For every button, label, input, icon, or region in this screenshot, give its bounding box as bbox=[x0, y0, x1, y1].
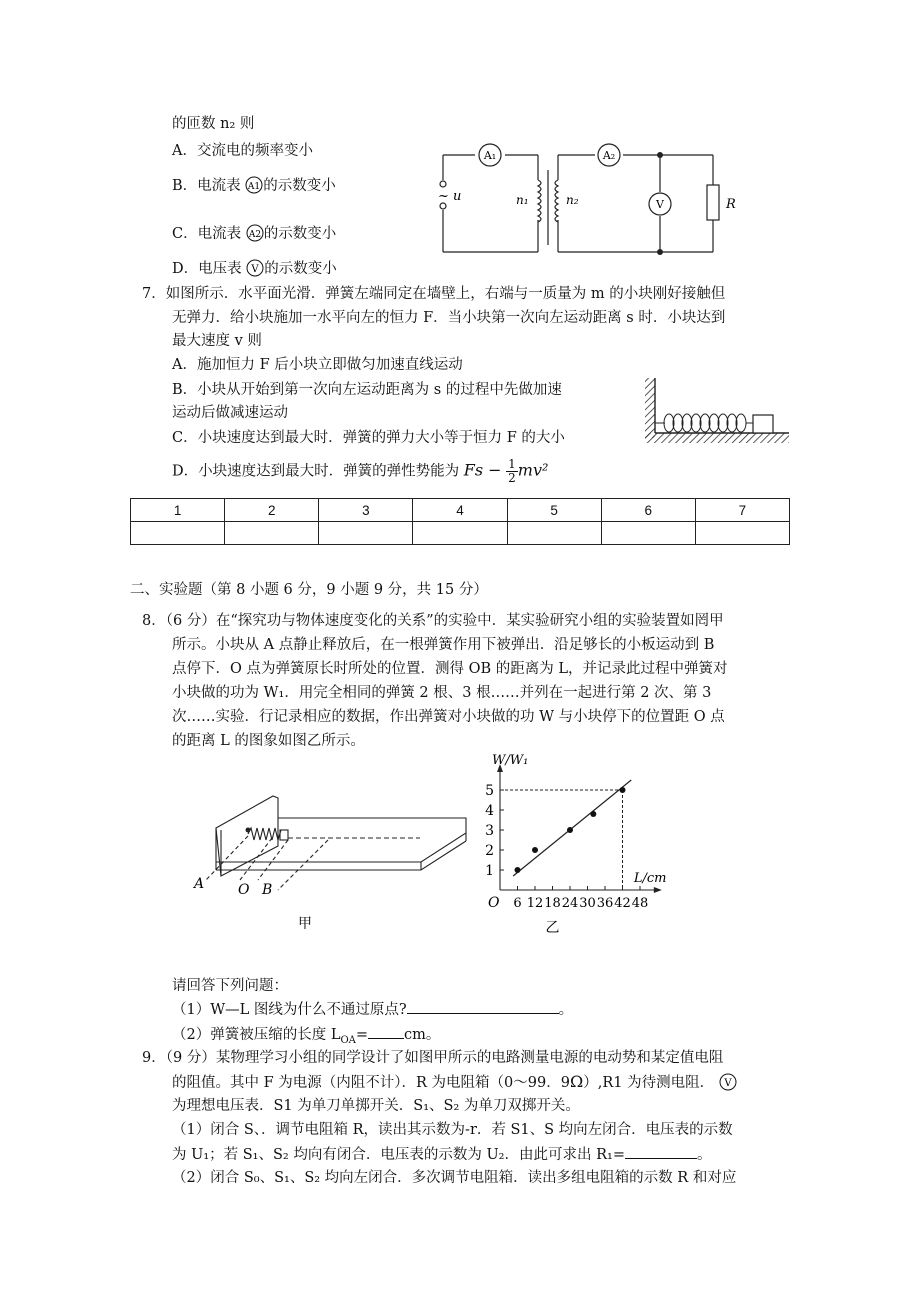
q7-stem-line3: 最大速度 v 则 bbox=[172, 333, 262, 349]
source-label: ~ u bbox=[438, 189, 462, 204]
x-tick-label: 12 bbox=[526, 896, 544, 911]
answer-cell[interactable] bbox=[413, 522, 507, 545]
label-o: O bbox=[238, 882, 250, 898]
origin-label: O bbox=[488, 895, 500, 911]
resistor-label: R bbox=[726, 197, 736, 212]
wall-icon bbox=[645, 378, 655, 438]
q9-line1: 9．（9 分）某物理学习小组的同学设计了如图甲所示的电路测量电源的电动势和某定值电阻 bbox=[142, 1050, 724, 1066]
x-axis-label: L/cm bbox=[633, 871, 667, 886]
y-tick-label: 4 bbox=[485, 803, 494, 819]
q8-line1: 8．（6 分）在“探究功与物体速度变化的关系”的实验中．某实验研究小组的实验装置如罔甲 bbox=[142, 613, 724, 629]
spring-icon bbox=[655, 414, 753, 432]
q9-line2: 的阻值。其中 F 为电源（内阻不计）．R 为电阻箱（0～99．9Ω）,R1 为待测电阻． V bbox=[172, 1072, 737, 1093]
table-header-cell: 1 bbox=[131, 499, 225, 522]
x-tick-label: 48 bbox=[631, 896, 649, 911]
label-a: A bbox=[194, 876, 205, 892]
y-axis-label: W/W₁ bbox=[492, 753, 529, 768]
q7-option-d: D．小块速度达到最大时．弹簧的弹性势能为 Fs − $\frac{1}{2}$ mv² bbox=[172, 457, 549, 485]
transformer-circuit-diagram bbox=[430, 140, 736, 260]
table-header-cell: 5 bbox=[507, 499, 601, 522]
table-row bbox=[131, 522, 790, 545]
q7-stem-line1: 7．如图所示．水平面光滑．弹簧左端同定在墙壁上，右端与一质量为 m 的小块刚好接触但 bbox=[142, 286, 726, 302]
q8-line2: 所示。小块从 A 点静止释放后，在一根弹簧作用下被弹出．沿足够长的小板运动到 B bbox=[172, 637, 715, 653]
svg-text:V: V bbox=[724, 1078, 732, 1089]
q8-line6: 的距离 L 的图象如图乙所示。 bbox=[172, 733, 365, 749]
figure-yi-caption: 乙 bbox=[545, 920, 560, 936]
data-point bbox=[532, 847, 538, 853]
q6-stem-tail: 的匝数 n₂ 则 bbox=[172, 116, 255, 132]
q8-sub2: （2）弹簧被压缩的长度 $L_{OA}=$ cm。 bbox=[172, 1024, 440, 1051]
q6-option-b: B．电流表 A1 的示数变小 bbox=[172, 178, 336, 194]
y-tick-label: 3 bbox=[485, 823, 494, 839]
table-row bbox=[131, 499, 790, 522]
block-icon bbox=[753, 415, 773, 433]
x-tick-label: 24 bbox=[561, 896, 579, 911]
y-tick-label: 1 bbox=[485, 863, 494, 879]
q6-option-d: D．电压表 V 的示数变小 bbox=[172, 261, 337, 277]
svg-text:V: V bbox=[251, 264, 259, 275]
q8-line3: 点停下．O 点为弹簧原长时所处的位置．测得 OB 的距离为 L，并记录此过程中弹簧对 bbox=[172, 661, 728, 677]
ammeter-a2-icon bbox=[246, 224, 264, 242]
answer-blank-3[interactable] bbox=[625, 1144, 697, 1159]
ammeter-a1-icon bbox=[245, 176, 263, 194]
data-point bbox=[567, 827, 573, 833]
floor-icon bbox=[645, 433, 789, 443]
answer-cell[interactable] bbox=[225, 522, 319, 545]
spring-block-diagram bbox=[643, 376, 791, 446]
ammeter-a1-label: A₁ bbox=[483, 149, 497, 162]
voltmeter-label: V bbox=[656, 198, 664, 211]
n2-label: n₂ bbox=[566, 193, 579, 207]
q7-stem-line2: 无弹力．给小块施加一水平向左的恒力 F．当小块第一次向左运动距离 s 时．小块达到 bbox=[172, 310, 726, 326]
data-point bbox=[590, 811, 596, 817]
q8-sub1: （1）W—L 图线为什么不通过原点? 。 bbox=[172, 999, 573, 1020]
answer-blank-1[interactable] bbox=[407, 999, 559, 1014]
data-point bbox=[620, 787, 626, 793]
x-tick-label: 6 bbox=[513, 896, 522, 911]
y-tick-label: 2 bbox=[485, 843, 494, 859]
x-tick-label: 30 bbox=[579, 896, 596, 911]
n1-label: n₁ bbox=[516, 193, 529, 207]
ammeter-a2-label: A₂ bbox=[602, 149, 616, 162]
q9-sub1-line1: （1）闭合 S、．调节电阻箱 R，读出其示数为-r．若 S1、S 均向左闭合．电压表的示数 bbox=[172, 1122, 733, 1138]
q7-option-c: C．小块速度达到最大时．弹簧的弹力大小等于恒力 F 的大小 bbox=[172, 430, 565, 446]
table-header-cell: 6 bbox=[601, 499, 695, 522]
answer-table bbox=[130, 498, 790, 545]
data-point bbox=[515, 867, 521, 873]
q8-line4: 小块做的功为 W₁．用完全相同的弹簧 2 根、3 根……并列在一起进行第 2 次、第 3 bbox=[172, 685, 712, 701]
table-header-cell: 4 bbox=[413, 499, 507, 522]
voltmeter-icon bbox=[719, 1073, 737, 1091]
section-title: 二、实验题（第 8 小题 6 分，9 小题 9 分，共 15 分） bbox=[130, 582, 488, 598]
q7-option-b-line2: 运动后做减速运动 bbox=[172, 405, 288, 421]
table-header-cell: 3 bbox=[319, 499, 413, 522]
q7-option-a: A．施加恒力 F 后小块立即做匀加速直线运动 bbox=[172, 357, 463, 373]
q8-line5: 次……实验．行记录相应的数据，作出弹簧对小块做的功 W 与小块停下的位置距 O 点 bbox=[172, 709, 725, 725]
voltmeter-icon bbox=[246, 259, 264, 277]
q9-sub1-line2: 为 U₁；若 S₁、S₂ 均向有闭合．电压表的示数为 U₂．由此可求出 R₁= 。 bbox=[172, 1144, 711, 1165]
table-header-cell: 7 bbox=[695, 499, 789, 522]
x-tick-label: 42 bbox=[614, 896, 631, 911]
svg-text:A1: A1 bbox=[248, 182, 261, 192]
q6-option-c: C．电流表 A2 的示数变小 bbox=[172, 226, 337, 242]
x-tick-label: 18 bbox=[544, 896, 561, 911]
y-tick-label: 5 bbox=[485, 783, 494, 799]
answer-cell[interactable] bbox=[319, 522, 413, 545]
q6-option-a: A．交流电的频率变小 bbox=[172, 143, 313, 159]
q7-option-b-line1: B．小块从开始到第一次向左运动距离为 s 的过程中先做加速 bbox=[172, 382, 562, 398]
answer-blank-2[interactable] bbox=[368, 1024, 404, 1039]
x-tick-label: 36 bbox=[596, 896, 614, 911]
x-axis-arrow-icon bbox=[654, 887, 662, 893]
answer-cell[interactable] bbox=[507, 522, 601, 545]
svg-text:A2: A2 bbox=[248, 230, 261, 240]
answer-cell[interactable] bbox=[601, 522, 695, 545]
figure-jia-caption: 甲 bbox=[298, 916, 312, 932]
answer-cell[interactable] bbox=[695, 522, 789, 545]
q9-line3: 为理想电压表．S1 为单刀单掷开关．S₁、S₂ 为单刀双掷开关。 bbox=[172, 1098, 580, 1114]
table-header-cell: 2 bbox=[225, 499, 319, 522]
label-b: B bbox=[262, 882, 273, 898]
answer-cell[interactable] bbox=[131, 522, 225, 545]
figure-jia-apparatus bbox=[188, 788, 478, 938]
figure-yi-chart bbox=[470, 753, 670, 940]
q9-sub2-line1: （2）闭合 S₀、S₁、S₂ 均向左闭合．多次调节电阻箱．读出多组电阻箱的示数 R 和对应 bbox=[172, 1170, 737, 1186]
q8-prompt: 请回答下列问题： bbox=[172, 978, 288, 994]
